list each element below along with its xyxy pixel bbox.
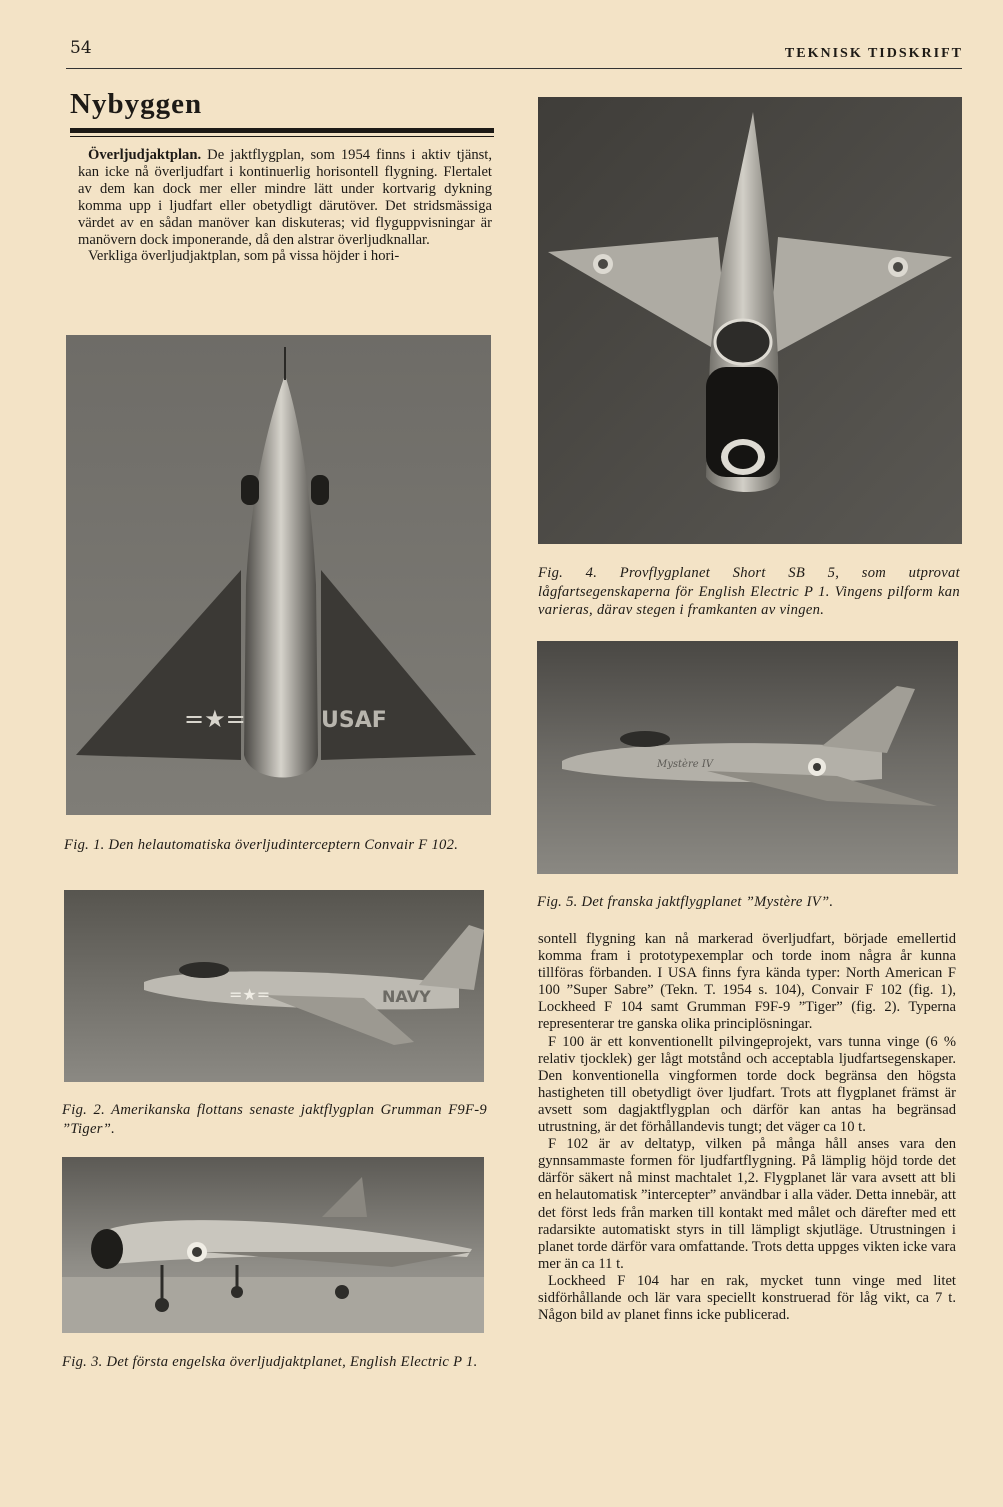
journal-title: TEKNISK TIDSKRIFT (784, 46, 963, 61)
figure-4-caption: Fig. 4. Provflygplanet Short SB 5, som utprovat lågfartsegenskaperna för English Electric P 1. Vingens pilform kan varieras, därav stegen i framkanten av vingen. (538, 565, 960, 618)
section-rule-thin (70, 136, 494, 137)
figure-1-caption: Fig. 1. Den helautomatiska överljudinterceptern Convair F 102. (64, 837, 459, 853)
header-rule (66, 68, 962, 69)
fig5-marking: Mystère IV (657, 759, 714, 770)
figure-4-photo (538, 97, 962, 544)
star-insignia-icon: =★= (184, 705, 246, 733)
body-text (538, 931, 956, 1324)
english-electric-p1-image (62, 1157, 484, 1333)
intro-text (78, 147, 492, 265)
section-rule-thick (70, 128, 494, 133)
figure-2-caption: Fig. 2. Amerikanska flottans senaste jaktflygplan Grumman F9F-9 ”Tiger”. (62, 1102, 487, 1137)
short-sb5-image (538, 97, 962, 544)
convair-f102-image (66, 335, 491, 815)
fig2-marking: NAVY (382, 987, 431, 1006)
lead-term: Överljudjaktplan. (88, 147, 202, 163)
intro-paragraph: De jaktflygplan, som 1954 finns i aktiv tjänst, kan icke nå överljudfart i kontinuerlig horisontell flygning. Flertalet av dem kan dock mer eller mindre lätt under kortvarig dykning komma upp i ljudfart eller obetydligt därutöver. Det stridsmässiga värdet av en sådan manöver kan diskuteras; vid flyguppvisningar är manövern dock imponerande, då den alstrar överljudknallar. (78, 147, 492, 248)
figure-3-photo (62, 1157, 484, 1333)
fig1-marking: USAF (321, 708, 387, 733)
body-paragraph-4: Lockheed F 104 har en rak, mycket tunn vinge med litet sidförhållande och lär vara speciellt konstruerad för låg vikt, ca 7 t. Någon bild av planet finns icke publicerad. (538, 1272, 956, 1324)
intro-paragraph-2: Verkliga överljudjaktplan, som på vissa höjder i hori- (88, 248, 400, 265)
section-title: Nybyggen (70, 88, 203, 120)
star-insignia-icon: =★= (229, 985, 271, 1004)
figure-5-photo (537, 641, 958, 874)
body-paragraph-1: sontell flygning kan nå markerad överljudfart, började emellertid komma fram i prototypexemplar och torde inom några år kunna tillföras förbanden. I USA finns fyra kända typer: North American F 100 ”Super Sabre” (Tekn. T. 1954 s. 104), Convair F 102 (fig. 1), Lockheed F 104 samt Grumman F9F-9 ”Tiger” (fig. 2). Typerna representerar tre ganska olika principlösningar. (538, 931, 956, 1033)
figure-3-caption: Fig. 3. Det första engelska överljudjaktplanet, English Electric P 1. (62, 1354, 478, 1370)
grumman-tiger-image (64, 890, 484, 1082)
figure-5-caption: Fig. 5. Det franska jaktflygplanet ”Mystère IV”. (537, 894, 834, 910)
figure-2-photo (64, 890, 484, 1082)
body-paragraph-2: F 100 är ett konventionellt pilvingeprojekt, vars tunna vinge (6 % relativ tjocklek) ger lågt motstånd och acceptabla ljudfartsegenskaper. Den konventionella vingformen torde dock begränsa den högsta hastigheten till obetydligt över ljudfart. Trots att flygplanet främst är avsett som dagjaktflygplan och därför kan antas ha begränsad utrustning, är det förhållandevis tungt; det väger ca 10 t. (538, 1033, 956, 1136)
figure-1-photo (66, 335, 491, 815)
body-paragraph-3: F 102 är av deltatyp, vilken på många håll anses vara den gynnsammaste formen för ljudfartflygning. På lämplig höjd torde det därför säkert nå minst machtalet 1,2. Flygplanet lär vara avsett att bli en helautomatisk ”intercepter” användbar i alla väder. Detta innebär, att det först leds från marken till kontakt med målet och därefter med ett radarsikte automatiskt styrs in till lämpligt skjutläge. Utrustningen i planet torde därför vara omfattande. Trots detta uppges vikten icke vara mer än ca 11 t. (538, 1136, 956, 1272)
mystere-iv-image (537, 641, 958, 874)
page-number: 54 (70, 38, 92, 58)
